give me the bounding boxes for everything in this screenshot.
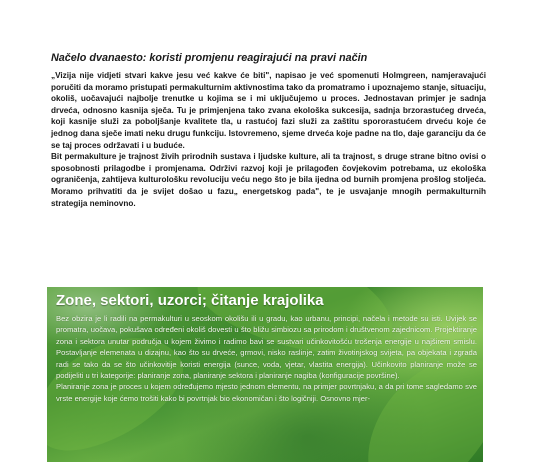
body-paragraph-1: „Vizija nije vidjeti stvari kakve jesu već kakve će biti", napisao je već spomenuti Holmgreen, namjeravajući poručiti da moramo pristupati permakulturnim aktivnostima tako da promatramo i upoznajemo stanje, situaciju, okoliš, uočavajući najbolje trenutke u kojima se i mi uključujemo u proces. Jednostavan primjer je sadnja drveća, odnosno kasnija sječa. Tu je primjenjena tako zvana ekološka sukcesija, sadnja brzorastućeg drveća, koji kasnije služi za poboljšanje kvalitete tla, u rastućoj fazi služi za zaštitu spororastućem drveću koje će jednog dana sječe imati neku drugu funkciju. Istovremeno, sjeme drveća koje padne na tlo, daje garanciju da će se taj proces održavati i u buduće. <box>51 71 486 150</box>
box-paragraph-1: Bez obzira je li radili na permakulturi u seoskom okolišu ili u gradu, kao urbanu, principi, načela i metode su isti. Uvijek se promatra, uočava, pokušava određeni okoliš dovesti u što bližu simbiozu sa prirodom i društvenom zajednicom. Projektiranje zona i sektora unutar područja u kojem živimo i radimo bavi se sustvari učinkovitošću trošenja energije u najširem smislu. Postavljanje elemenata u dizajnu, kao što su drveće, grmovi, nisko raslinje, zatim životinjskog svijeta, pa objekata i zgrada radi se tako da se što učinkovitije koristi energija (sunce, voda, vjetar, vlastita energija). Učinkovito planiranje može se podijeliti u tri kategorije: planiranje zona, planiranje sektora i planiranje nagiba (konfiguracije površine). <box>56 314 477 381</box>
box-paragraph-2: Planiranje zona je proces u kojem određujemo mjesto jednom elementu, na primjer povrtnjaku, a da pri tome sagledamo sve vrste energije koje ćemo trošiti kako bi povrtnjak bio ekonomičan i što logičniji. Osnovno mjer- <box>56 382 477 403</box>
section-heading: Načelo dvanaesto: koristi promjenu reagirajući na pravi način <box>51 52 368 64</box>
body-paragraph-2: Bit permakulture je trajnost živih prirodnih sustava i ljudske kulture, ali ta trajnost, s druge strane bitno ovisi o sposobnosti prilagodbe i promjenama. Održivi razvoj koji je prilagođen čovjekovim potrebama, uz ekološka ograničenja, zahtijeva kulturološku revoluciju veću nego što je bila ijedna od burnih promjena prošlog stoljeća. Moramo prihvatiti da je svijet došao u fazu„ energetskog pada", te je usvajanje mnogih permakulturnih strategija neminovno. <box>51 152 486 208</box>
box-heading: Zone, sektori, uzorci; čitanje krajolika <box>56 292 324 309</box>
green-info-box <box>47 287 483 462</box>
box-text <box>56 313 477 404</box>
article-section <box>51 52 486 209</box>
